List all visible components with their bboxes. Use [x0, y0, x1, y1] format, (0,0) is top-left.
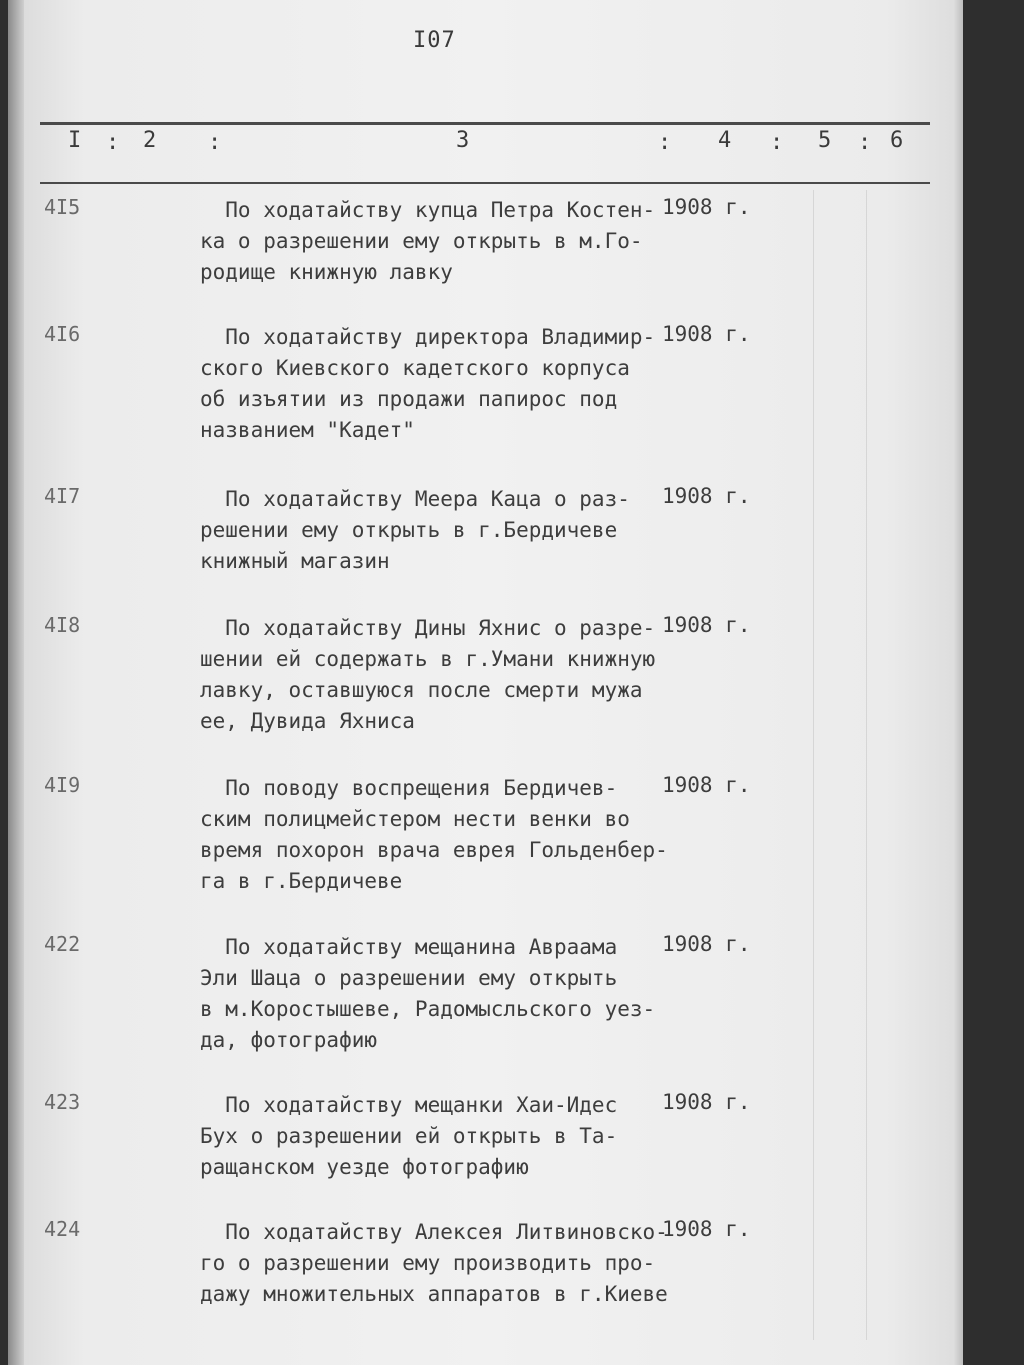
description-line: По ходатайству купца Петра Костен-: [200, 198, 656, 222]
document-page: [8, 0, 963, 1365]
description-line: По ходатайству директора Владимир-: [200, 325, 656, 349]
column-header-6: 6: [890, 128, 904, 153]
entry-number: 4I6: [44, 322, 81, 346]
description-line: в м.Коростышеве, Радомысльского уез-: [200, 997, 656, 1021]
column-header-5: 5: [818, 128, 832, 153]
entry-number: 4I7: [44, 484, 81, 508]
column-divider: [813, 190, 814, 1340]
entry-description: [200, 773, 670, 897]
description-line: ка о разрешении ему открыть в м.Го-: [200, 229, 643, 253]
entry-number: 4I8: [44, 613, 81, 637]
page-number: I07: [413, 28, 456, 53]
description-line: время похорон врача еврея Гольденбер-: [200, 838, 668, 862]
entry-year: 1908 г.: [662, 322, 751, 346]
entry-year: 1908 г.: [662, 613, 751, 637]
entry-description: [200, 1090, 670, 1183]
description-line: По ходатайству Алексея Литвиновско-: [200, 1220, 668, 1244]
entry-description: [200, 195, 670, 288]
description-line: дажу множительных аппаратов в г.Киеве: [200, 1282, 668, 1306]
entry-number: 422: [44, 932, 81, 956]
description-line: лавку, оставшуюся после смерти мужа: [200, 678, 643, 702]
description-line: По ходатайству Меера Каца о раз-: [200, 487, 630, 511]
entry-year: 1908 г.: [662, 484, 751, 508]
entry-number: 4I5: [44, 195, 81, 219]
entry-description: [200, 613, 670, 737]
column-separator: :: [658, 130, 672, 155]
column-header-1: I: [68, 128, 82, 153]
description-line: ским полицмейстером нести венки во: [200, 807, 630, 831]
entry-number: 4I9: [44, 773, 81, 797]
description-line: Бух о разрешении ей открыть в Та-: [200, 1124, 618, 1148]
description-line: Эли Шаца о разрешении ему открыть: [200, 966, 618, 990]
binding-spine: [8, 0, 24, 1365]
column-header-2: 2: [143, 128, 157, 153]
description-line: ращанском уезде фотографию: [200, 1155, 529, 1179]
entry-year: 1908 г.: [662, 195, 751, 219]
page-edge: [953, 0, 963, 1365]
description-line: По поводу воспрещения Бердичев-: [200, 776, 618, 800]
description-line: га в г.Бердичеве: [200, 869, 403, 893]
description-line: книжный магазин: [200, 549, 390, 573]
entry-description: [200, 322, 670, 446]
entry-number: 424: [44, 1217, 81, 1241]
description-line: По ходатайству Дины Яхнис о разре-: [200, 616, 656, 640]
entry-description: [200, 1217, 670, 1310]
description-line: ее, Дувида Яхниса: [200, 709, 415, 733]
description-line: названием "Кадет": [200, 418, 415, 442]
column-header-4: 4: [718, 128, 732, 153]
column-separator: :: [208, 130, 222, 155]
entry-number: 423: [44, 1090, 81, 1114]
column-separator: :: [770, 130, 784, 155]
description-line: го о разрешении ему производить про-: [200, 1251, 656, 1275]
entry-year: 1908 г.: [662, 1217, 751, 1241]
header-top-rule: [40, 122, 930, 125]
entry-year: 1908 г.: [662, 773, 751, 797]
entry-description: [200, 932, 670, 1056]
header-bottom-rule: [40, 182, 930, 184]
column-separator: :: [106, 130, 120, 155]
column-separator: :: [858, 130, 872, 155]
entry-year: 1908 г.: [662, 1090, 751, 1114]
description-line: да, фотографию: [200, 1028, 378, 1052]
description-line: родище книжную лавку: [200, 260, 453, 284]
entry-description: [200, 484, 670, 577]
column-header-3: 3: [456, 128, 470, 153]
entry-year: 1908 г.: [662, 932, 751, 956]
description-line: решении ему открыть в г.Бердичеве: [200, 518, 618, 542]
description-line: По ходатайству мещанина Авраама: [200, 935, 618, 959]
column-divider: [866, 190, 867, 1340]
description-line: По ходатайству мещанки Хаи-Идес: [200, 1093, 618, 1117]
description-line: об изъятии из продажи папирос под: [200, 387, 618, 411]
description-line: ского Киевского кадетского корпуса: [200, 356, 630, 380]
description-line: шении ей содержать в г.Умани книжную: [200, 647, 656, 671]
